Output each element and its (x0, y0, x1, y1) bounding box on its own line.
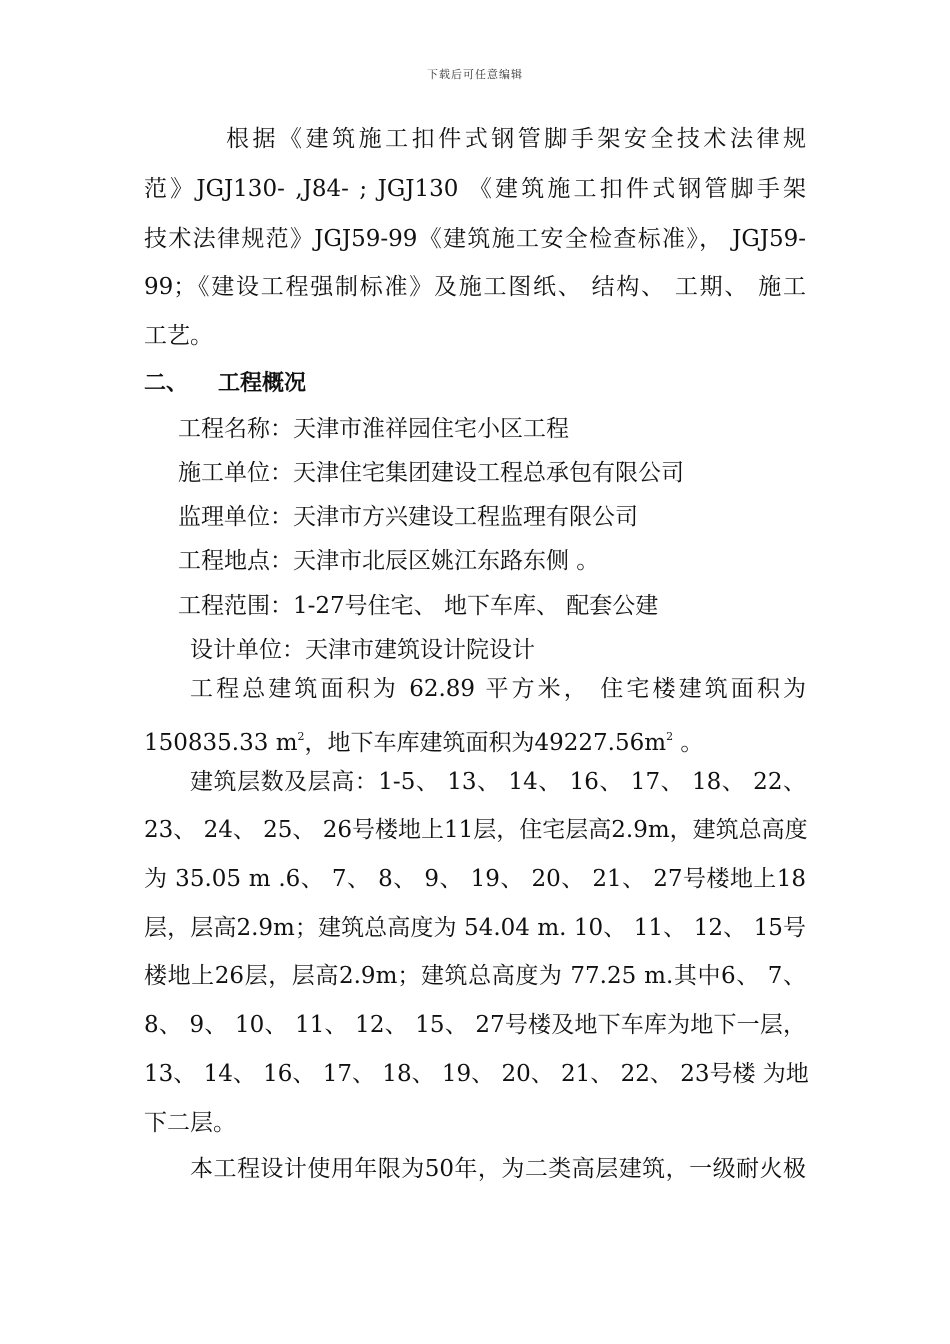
basis-line-4: 99；《建设工程强制标准》及施工图纸、 结构、 工期、 施工 (144, 274, 806, 300)
area-line-2: 150835.33 $m^2$，地下车库建筑面积为$49227.56m^2$ 。 (144, 730, 704, 756)
info-supervisor: 监理单位：天津市方兴建设工程监理有限公司 (178, 504, 638, 530)
floors-line-1: 建筑层数及层高：1-5、 13、 14、 16、 17、 18、 22、 (190, 769, 806, 795)
floors-line-8: 下二层。 (144, 1110, 236, 1136)
service-life-line: 本工程设计使用年限为50年，为二类高层建筑，一级耐火极 (190, 1156, 806, 1182)
info-contractor: 施工单位：天津住宅集团建设工程总承包有限公司 (178, 460, 684, 486)
basis-line-1: 根据《建筑施工扣件式钢管脚手架安全技术法律规 (226, 126, 806, 152)
floors-line-6: 8、 9、 10、 11、 12、 15、 27号楼及地下车库为地下一层， (144, 1012, 806, 1038)
section-number: 二、 (144, 371, 189, 396)
basis-line-2: 范》JGJ130- ,J84- ; JGJ130 《建筑施工扣件式钢管脚手架 (144, 176, 806, 202)
basis-line-5: 工艺。 (144, 323, 213, 349)
area-line-1: 工程总建筑面积为 62.89 平方米， 住宅楼建筑面积为 (190, 676, 806, 702)
info-location: 工程地点：天津市北辰区姚江东路东侧 。 (178, 548, 600, 574)
floors-line-2: 23、 24、 25、 26号楼地上11层，住宅层高2.9m，建筑总高度 (144, 817, 808, 843)
info-scope: 工程范围：1-27号住宅、 地下车库、 配套公建 (178, 593, 659, 619)
info-project-name: 工程名称：天津市淮祥园住宅小区工程 (178, 416, 569, 442)
floors-line-5: 楼地上26层，层高2.9m；建筑总高度为 77.25 m.其中6、 7、 (144, 963, 806, 989)
floors-line-4: 层，层高2.9m；建筑总高度为 54.04 m. 10、 11、 12、 15号 (144, 915, 806, 941)
section-heading (144, 366, 306, 397)
info-designer: 设计单位：天津市建筑设计院设计 (190, 637, 535, 663)
basis-line-3: 技术法律规范》JGJ59-99《建筑施工安全检查标准》， JGJ59- (144, 226, 806, 252)
page-header-note: 下载后可任意编辑 (427, 68, 523, 81)
section-title: 工程概况 (218, 371, 307, 396)
floors-line-7: 13、 14、 16、 17、 18、 19、 20、 21、 22、 23号楼 为地 (144, 1061, 809, 1087)
floors-line-3: 为 35.05 m .6、 7、 8、 9、 19、 20、 21、 27号楼地上18 (144, 866, 806, 892)
